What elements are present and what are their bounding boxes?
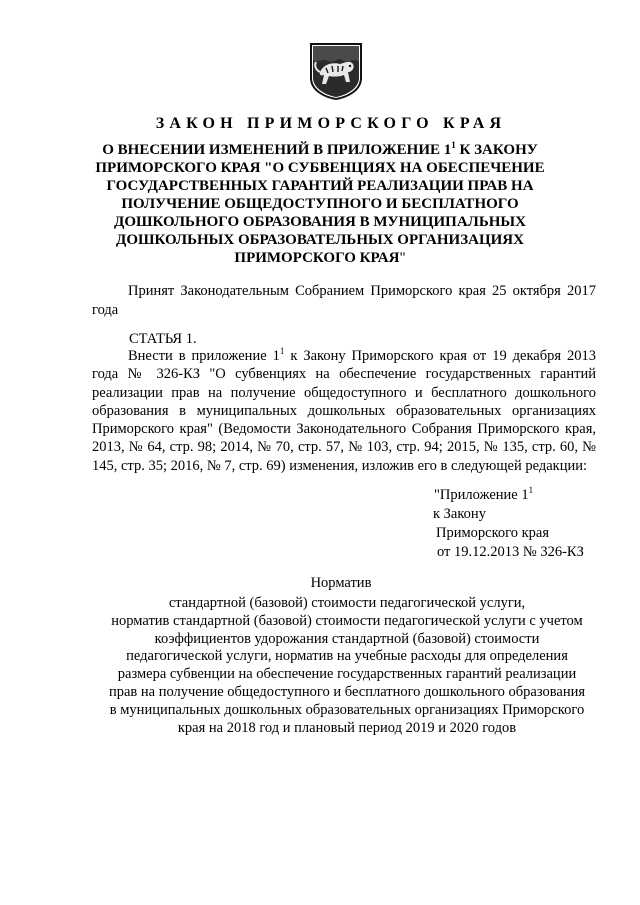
normative-line: в муниципальных дошкольных образовательных организациях Приморского — [109, 701, 585, 718]
article-body — [92, 347, 596, 475]
appendix-reference — [432, 486, 632, 562]
normative-line: норматив стандартной (базовой) стоимости педагогической услуги с учетом — [111, 612, 583, 629]
article-superscript: 1 — [279, 346, 285, 357]
normative-line: размера субвенции на обеспечение государственных гарантий реализации — [117, 666, 577, 683]
normative-line: стандартной (базовой) стоимости педагогической услуги, — [168, 595, 526, 611]
appendix-line-3: Приморского края — [436, 525, 550, 541]
primorsky-tiger-coat-of-arms-icon — [308, 42, 364, 100]
law-subtitle — [90, 141, 550, 267]
appendix-superscript: 1 — [528, 485, 534, 496]
subtitle-text-start: О ВНЕСЕНИИ ИЗМЕНЕНИЙ В ПРИЛОЖЕНИЕ 1 — [102, 142, 452, 158]
appendix-line-1 — [434, 486, 632, 505]
normative-line: коэффициентов удорожания стандартной (базовой) стоимости — [154, 630, 540, 647]
subtitle-close-quote: " — [399, 250, 406, 266]
subtitle-text-end: К ЗАКОНУ ПРИМОРСКОГО КРАЯ "О СУБВЕНЦИЯХ НА ОБЕСПЕЧЕНИЕ ГОСУДАРСТВЕННЫХ ГАРАНТИЙ РЕАЛИЗАЦИИ ПРАВ НА ПОЛУЧЕНИЕ ОБЩЕДОСТУПНОГО И БЕСПЛАТНОГО ДОШКОЛЬНОГО ОБРАЗОВАНИЯ В МУНИЦИПАЛЬНЫХ ДОШКОЛЬНЫХ ОБРАЗОВАТЕЛЬНЫХ ОРГАНИЗАЦИЯХ ПРИМОРСКОГО КРАЯ — [95, 142, 545, 266]
normative-title: Норматив — [310, 575, 372, 591]
subtitle-superscript: 1 — [451, 140, 456, 150]
normative-line: края на 2018 год и плановый период 2019 и 2020 годов — [177, 719, 517, 736]
normative-description — [92, 595, 602, 737]
adoption-statement: Принят Законодательным Собранием Приморского края 25 октября 2017 года — [92, 283, 596, 318]
appendix-line-4: от 19.12.2013 № 326-КЗ — [437, 544, 584, 560]
normative-line: прав на получение общедоступного и бесплатного дошкольного образования — [108, 683, 586, 700]
law-title: ЗАКОН ПРИМОРСКОГО КРАЯ — [155, 115, 507, 132]
article-text-start: Внести в приложение 1 — [128, 348, 280, 364]
article-text-end: к Закону Приморского края от 19 декабря 2013 года № 326-КЗ "О субвенциях на обеспечение государственных гарантий реализации прав на получение общедоступного и бесплатного дошкольного образования в муниципальных дошкольных образовательных организациях Приморского края" (Ведомости Законодательного Собрания Приморского края, 2013, № 64, стр. 98; 2014, № 70, стр. 57, № 103, стр. 94; 2015, № 135, стр. 60, № 145, стр. 35; 2016, № 7, стр. 69) изменения, изложив его в следующей редакции: — [92, 348, 596, 474]
appendix-title: "Приложение 1 — [434, 487, 529, 503]
appendix-line-2: к Закону — [433, 506, 486, 522]
article-heading: СТАТЬЯ 1. — [129, 331, 197, 347]
normative-line: педагогической услуги, норматив на учебные расходы для определения — [126, 648, 568, 665]
